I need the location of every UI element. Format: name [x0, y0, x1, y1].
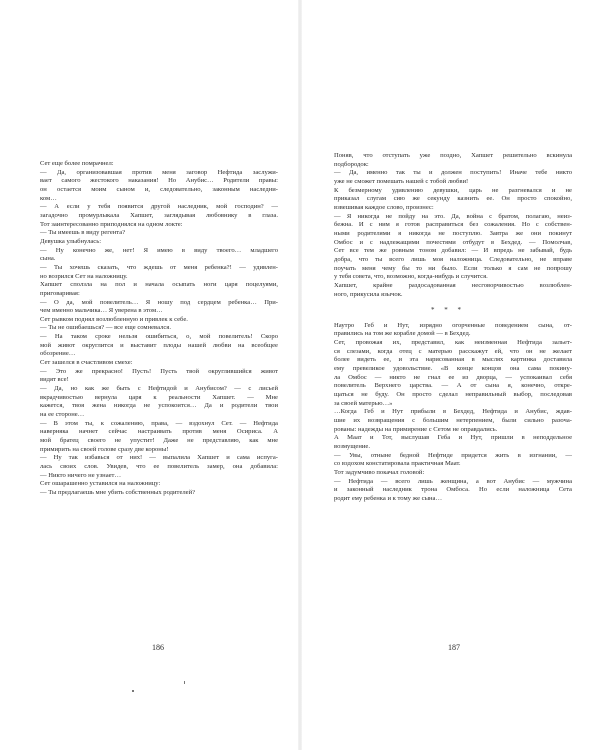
text-line: ными родителями я никогда не поступлю. Завтра же они покинут: [334, 229, 572, 237]
text-line: повелитель Верхнего царства. — А от сына я, конечно, откре-: [334, 382, 572, 390]
text-line: щаться не буду. Он просто сделал неправильный выбор, последовав: [334, 391, 572, 399]
text-line: взвешивая каждое слово, произнес:: [334, 203, 434, 211]
text-line: Поняв, что отступать уже поздно, Хапшет решительно вскинула: [334, 152, 572, 159]
text-line: у тебя совета, что, возможно, когда-нибудь и случится.: [334, 273, 488, 281]
text-line: Сет рывком поднял возлюбленную и привлек к себе.: [40, 315, 188, 323]
right-page-number: 187: [448, 643, 460, 652]
text-line: — Ты хочешь сказать, что ждешь от меня ребенка?! — удивлен-: [40, 263, 278, 271]
text-line: Сет зашелся в счастливом смехе:: [40, 359, 133, 367]
text-line: приказал слугам сию же секунду казнить ее. Он просто спокойно,: [334, 195, 572, 203]
text-line: обозрение…: [40, 350, 76, 358]
text-line: рованы: надежды на примирение с Сетом не оправдались.: [334, 425, 498, 433]
text-line: вкрадчивостью вернула царя к реальности Хапшет. — Мне: [40, 393, 278, 401]
text-line: — Ты предлагаешь мне убить собственных родителей?: [40, 488, 196, 496]
text-line: видят все!: [40, 376, 69, 384]
text-line: сына.: [40, 255, 56, 263]
text-line: правились на том же корабле домой — в Бехдед.: [334, 330, 471, 338]
right-page-text: [324, 152, 572, 504]
book-gutter: [298, 0, 302, 750]
text-line: мой братец своего не упустит! Даже не представляю, как мне: [40, 437, 278, 444]
text-line: — А если у тебя появится другой наследник, мой господин? —: [40, 203, 278, 211]
text-line: — Ну так избавься от них! — выпалила Хапшет и сама испуга-: [40, 454, 278, 462]
text-line: бежна. И с ним я готов расправиться без сожаления. Но с собствен-: [334, 221, 572, 229]
text-line: — Ты имеешь в виду регента?: [40, 229, 126, 237]
text-line: и законный наследник трона Омбоса. Но если наложница Сета: [334, 486, 572, 494]
text-line: вает самого жестокого наказания! Но Анубис… Родители правы:: [40, 177, 278, 185]
text-line: со вздохом констатировала практичная Маат.: [334, 460, 461, 468]
left-page-number: 186: [152, 643, 164, 652]
text-line: возмущение.: [334, 443, 370, 450]
text-line: ком…: [40, 194, 57, 202]
text-line: лась своих слов. Увидев, что ее повелитель замер, она добавила:: [40, 462, 278, 470]
text-line: чем именно мальчика… Я уверена в этом…: [40, 307, 163, 315]
text-line: приговаривая:: [40, 289, 80, 297]
scan-speck: [132, 690, 134, 692]
text-line: примирить на своей голове сразу две короны!: [40, 445, 169, 453]
text-line: Девушка улыбнулась:: [40, 237, 102, 245]
scan-speck: [184, 681, 185, 684]
text-line: — Ну конечно же, нет! Я имею в виду твоего… младшего: [40, 246, 278, 254]
text-line: Сет еще более помрачнел:: [40, 160, 114, 167]
text-line: добра, что ты всего лишь моя наложница. Следовательно, не вправе: [334, 255, 572, 263]
text-line: он остается моим сыном и, следовательно, законным наследни-: [40, 185, 278, 193]
section-separator: * * *: [431, 306, 465, 315]
text-line: — Да, организовавшая против меня заговор Нефтида заслужи-: [40, 168, 278, 176]
text-line: ему превеликое удовольствие. «В конце концов она сама покину-: [334, 365, 572, 373]
text-line: К безмерному удивлению девушки, царь не разгневался и не: [334, 186, 572, 194]
text-line: ся слезами, когда отец с матерью расскажут ей, что он не желает: [334, 347, 572, 355]
text-line: ла Омбос — никто не гнал ее из дворца, — успокаивал себя: [334, 373, 572, 381]
text-line: мой живот округлится и выставит плоды нашей любви на всеобщее: [40, 341, 278, 349]
text-line: Тот задумчиво покачал головой:: [334, 468, 425, 476]
text-line: загадочно промурлыкала Хапшет, заглядывая любовнику в глаза.: [40, 211, 278, 219]
text-line: — Ты не ошибаешься? — все еще сомневался.: [40, 324, 171, 332]
text-line: — О да, мой повелитель… Я ношу под сердцем ребенка… При-: [40, 298, 278, 306]
text-line: — Никто ничего не узнает…: [40, 471, 122, 479]
text-line: — В этом ты, к сожалению, права, — вздохнул Сет. — Нефтида: [40, 419, 278, 427]
text-line: более видеть ее, и эта нарисованная в мыслях картинка доставила: [334, 356, 572, 364]
text-line: подбородок:: [334, 160, 369, 168]
text-line: …Когда Геб и Нут прибыли в Бехдед, Нефтида и Анубис, ждав-: [334, 408, 572, 416]
text-line: — Да, именно так ты и должен поступить! Иначе тебе никто: [334, 169, 572, 177]
text-line: шие их возвращения с большим нетерпением, были сильно разоча-: [334, 417, 572, 425]
text-line: — На таком сроке нельзя ошибиться, о, мой повелитель! Скоро: [40, 333, 278, 341]
text-line: ного, прикусила язычок.: [334, 290, 403, 298]
text-line: наверняка начнет сейчас настраивать против меня Осириса. А: [40, 428, 278, 436]
text-line: — Это же прекрасно! Пусть! Пусть твой округлившийся живот: [40, 367, 278, 375]
text-line: Хапшет, крайне раздосадованная несговорчивостью возлюблен-: [334, 281, 572, 289]
text-line: А Маат и Тот, выслушав Геба и Нут, пришли в неподдельное: [334, 434, 572, 442]
text-line: уже не сможет помешать нашей с тобой любви!: [334, 177, 469, 185]
left-page-text: [30, 160, 278, 498]
text-line: Тот заинтересованно приподнялся на одном локте:: [40, 220, 183, 228]
text-line: кажется, твоя жена никогда не успокоится… Да и родители твои: [40, 402, 278, 410]
text-line: Сет, провожая их, представил, как неизменная Нефтида зальет-: [334, 339, 572, 347]
text-line: на ее стороне…: [40, 411, 85, 419]
right-page-top-block: [324, 152, 572, 299]
text-line: — Нефтида — всего лишь женщина, а вот Анубис — мужчина: [334, 477, 572, 485]
text-line: Хапшет сползла на пол и начала осыпать ноги царя поцелуями,: [40, 281, 278, 289]
text-line: поучать меня чему бы то ни было. Если только я сам не попрошу: [334, 264, 572, 272]
text-line: — Да, но как же быть с Нефтидой и Анубисом? — с лисьей: [40, 385, 278, 393]
right-page-bottom-block: [324, 322, 572, 504]
text-line: но возрился Сет на наложницу.: [40, 272, 128, 280]
text-line: Сет все тем же ровным тоном добавил: — И впредь не забывай, будь: [334, 247, 572, 255]
text-line: за своей матерью…»: [334, 399, 393, 407]
text-line: — Я никогда не пойду на это. Да, война с братом, полагаю, неиз-: [334, 212, 572, 220]
text-line: — Увы, отныне бедной Нефтиде придется жить в изгнании, —: [334, 451, 572, 459]
text-line: Сет ошарашенно уставился на наложницу:: [40, 480, 161, 488]
text-line: Наутро Геб и Нут, изрядно огорченные поведением сына, от-: [334, 321, 572, 329]
text-line: родит ему ребенка и к тому же сына…: [334, 494, 443, 502]
text-line: Омбос и с надлежащими почестями отбудут в Бехдед. — Помолчав,: [334, 238, 572, 246]
